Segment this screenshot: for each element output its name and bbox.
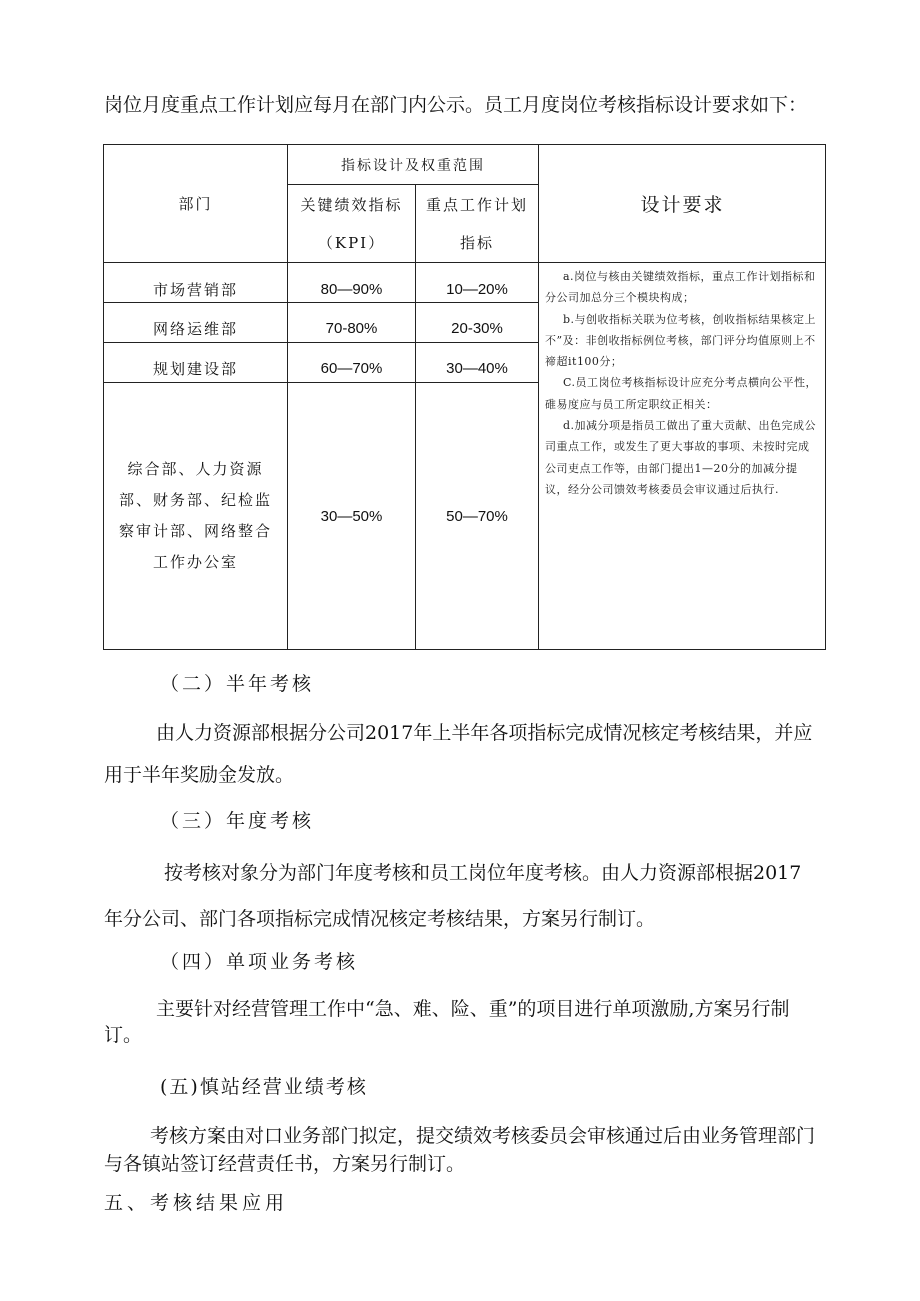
row-1-kpi: 80—90% xyxy=(288,263,416,303)
row-3-plan: 30—40% xyxy=(416,343,539,383)
row-1-plan: 10—20% xyxy=(416,263,539,303)
requirement-b: b.与创收指标关联为位考核，创收指标结果核定上不”及：非创收指标例位考核，部门评分均值原则上不禘超it100分； xyxy=(545,312,817,369)
row-4-kpi: 30—50% xyxy=(288,383,416,649)
requirement-d: d.加减分项是指员工做出了重大贡献、出色完成公司重点工作，或发生了更大事故的事项、未按时完成公司吏点工作等，由部门提出1—20分的加减分提议，经分公司馈效考核委员会审议通过后执行. xyxy=(545,419,817,496)
row-4-plan: 50—70% xyxy=(416,383,539,649)
section-heading-annual: （三）年度考核 xyxy=(160,810,315,832)
index-group-header: 指标设计及权重范围 xyxy=(288,145,539,185)
final-heading: 五、考核结果应用 xyxy=(104,1192,289,1214)
section-body-town-station: 考核方案由对口业务部门拟定，提交绩效考核委员会审核通过后由业务管理部门与各镇站签订经营责任书，方案另行制订。 xyxy=(104,1125,816,1175)
row-2-plan: 20-30% xyxy=(416,303,539,343)
row-2-dept: 网络运维部 xyxy=(104,303,288,343)
section-heading-half-year: （二）半年考核 xyxy=(160,673,315,695)
req-header: 设计要求 xyxy=(539,145,826,263)
requirement-a: a.岗位与核由关键绩效指标，重点工作计划指标和分公司加总分三个模块构成； xyxy=(545,270,816,305)
row-4-dept: 综合部、人力资源部、财务部、纪检监察审计部、网络整合工作办公室 xyxy=(104,383,288,649)
section-body-single-item: 主要针对经营管理工作中“急、难、险、重”的项目进行单项激励,方案另行制订。 xyxy=(104,998,790,1046)
section-heading-town-station: (五)慎站经营业绩考核 xyxy=(160,1076,368,1098)
section-heading-single-item: （四）单项业务考核 xyxy=(160,951,359,973)
section-body-annual: 按考核对象分为部门年度考核和员工岗位年度考核。由人力资源部根据2017年分公司、部门各项指标完成情况核定考核结果，方案另行制订。 xyxy=(104,862,802,930)
row-1-dept: 市场营销部 xyxy=(104,263,288,303)
section-body-half-year: 由人力资源部根据分公司2017年上半年各项指标完成情况核定考核结果，并应用于半年奖励金发放。 xyxy=(104,722,813,786)
row-2-kpi: 70-80% xyxy=(288,303,416,343)
design-requirements xyxy=(539,263,826,583)
row-3-dept: 规划建设部 xyxy=(104,343,288,383)
plan-header: 重点工作计划 指标 xyxy=(416,185,539,263)
requirement-c: C.员工岗位考核指标设计应充分考点横向公平性，碓易度应与员工所定职纹正相关： xyxy=(545,376,818,411)
intro-paragraph: 岗位月度重点工作计划应每月在部门内公示。员工月度岗位考核指标设计要求如下： xyxy=(104,94,808,116)
row-3-kpi: 60—70% xyxy=(288,343,416,383)
kpi-header: 关键绩效指标 （KPI） xyxy=(288,185,416,263)
dept-header: 部门 xyxy=(104,145,288,263)
kpi-design-table xyxy=(103,144,826,650)
